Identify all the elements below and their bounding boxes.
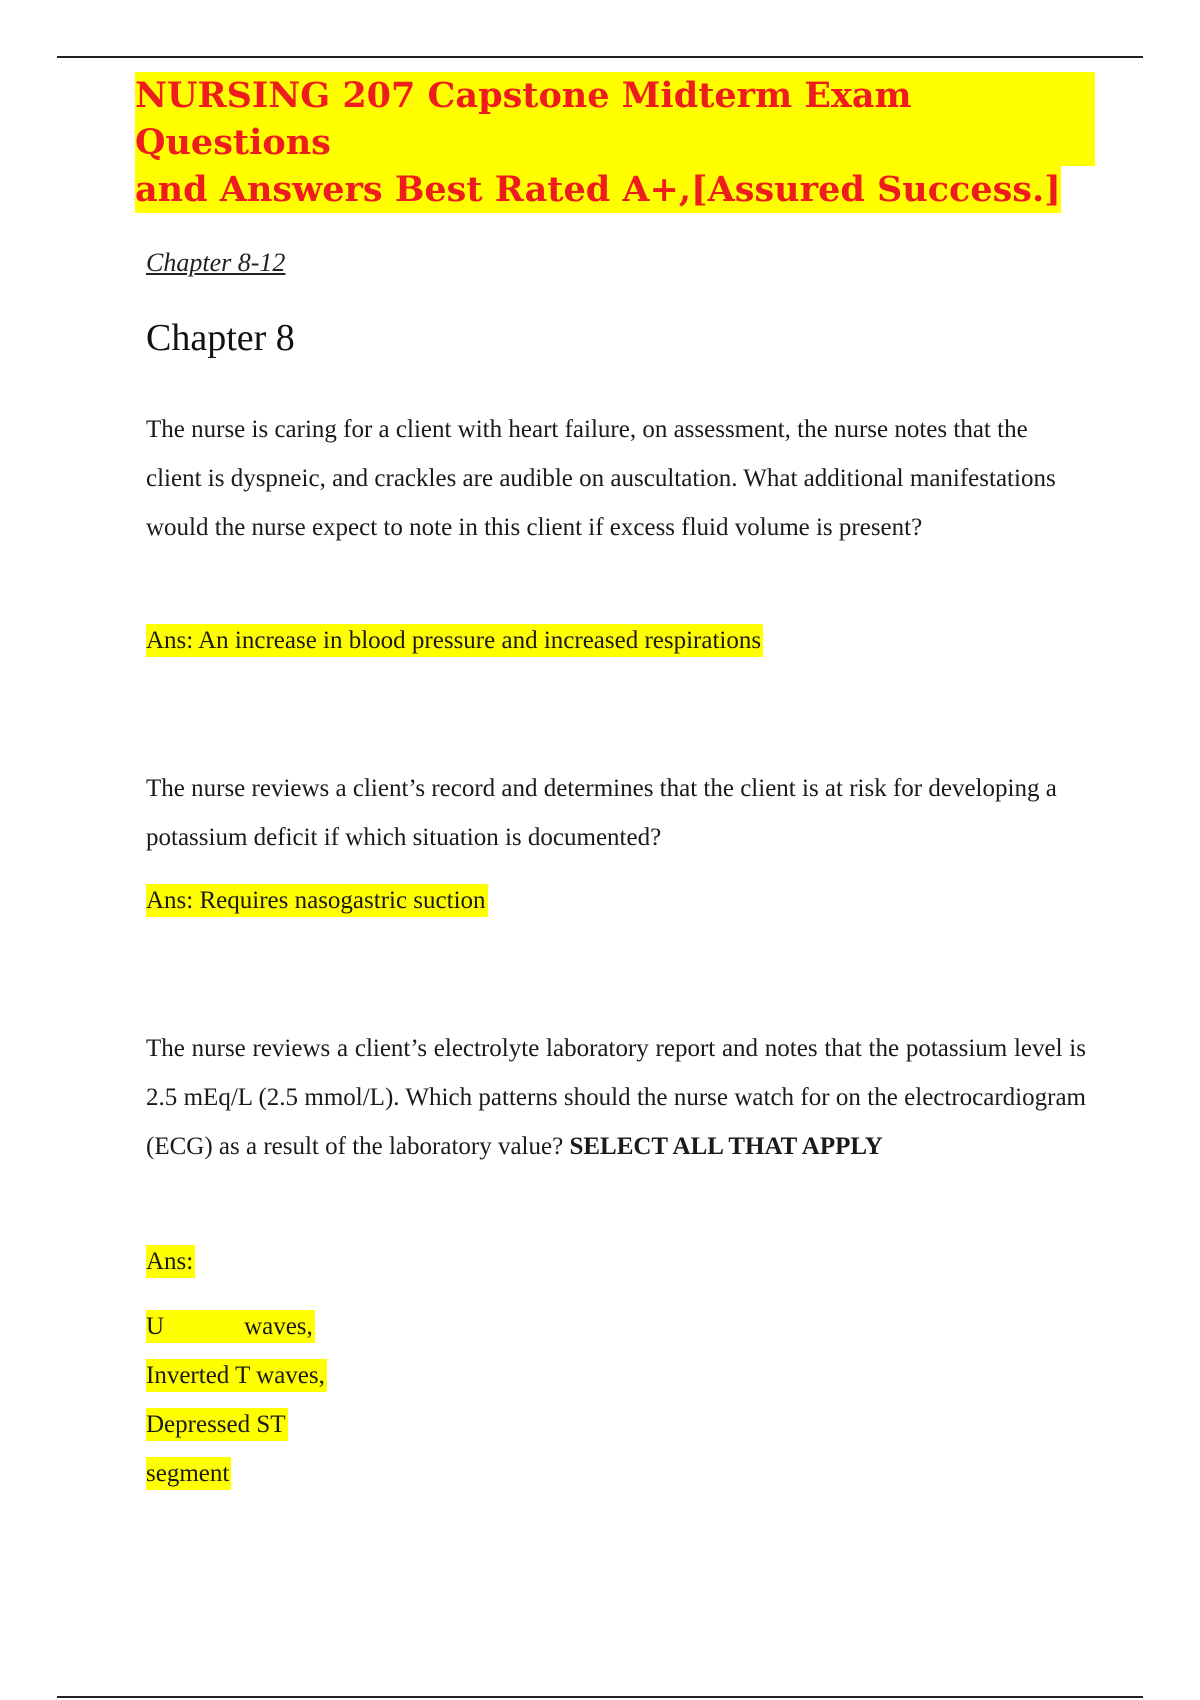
answer-3-item — [146, 1457, 327, 1506]
question-2: The nurse reviews a client’s record and determines that the client is at risk for developing a potassium deficit if which situation is documented? — [146, 775, 1057, 851]
answer-3-label — [146, 1245, 195, 1278]
answer-1 — [146, 624, 763, 657]
question-1: The nurse is caring for a client with heart failure, on assessment, the nurse notes that the client is dyspneic, and crackles are audible on auscultation. What additional manifestations would the nurse expect to note in this client if excess fluid volume is present? — [146, 416, 1056, 541]
chapter-heading: Chapter 8 — [146, 317, 295, 359]
answer-3-label-text: Ans: — [146, 1245, 195, 1278]
answer-3-item-1b: waves, — [244, 1313, 313, 1340]
answer-3-list — [146, 1310, 327, 1506]
title-line-2: and Answers Best Rated A+,[Assured Success.] — [135, 166, 1061, 213]
answer-3-item — [146, 1408, 327, 1457]
document-title — [135, 72, 1095, 213]
section-label: Chapter 8-12 — [146, 248, 286, 277]
answer-2-text: Ans: Requires nasogastric suction — [146, 884, 488, 917]
title-line-1: NURSING 207 Capstone Midterm Exam Questions — [135, 72, 1095, 166]
answer-3-item-2: Inverted T waves, — [146, 1359, 327, 1392]
bottom-rule — [57, 1696, 1143, 1698]
answer-3-item-4: segment — [146, 1457, 231, 1490]
answer-2 — [146, 884, 488, 917]
question-3-emphasis: SELECT ALL THAT APPLY — [569, 1133, 883, 1160]
answer-3-item-3: Depressed ST — [146, 1408, 288, 1441]
answer-1-text: Ans: An increase in blood pressure and increased respirations — [146, 624, 763, 657]
answer-3-item — [146, 1310, 327, 1359]
question-3 — [146, 1024, 1086, 1171]
question-3-text: The nurse reviews a client’s electrolyte laboratory report and notes that the potassium level is 2.5 mEq/L (2.5 mmol/L). Which patterns should the nurse watch for on the electrocardiogram (ECG) as a result of the laboratory value? — [146, 1035, 1086, 1160]
top-rule — [57, 56, 1143, 58]
answer-3-item — [146, 1359, 327, 1408]
answer-3-item-1 — [146, 1310, 315, 1343]
answer-3-item-1a: U — [146, 1313, 165, 1340]
